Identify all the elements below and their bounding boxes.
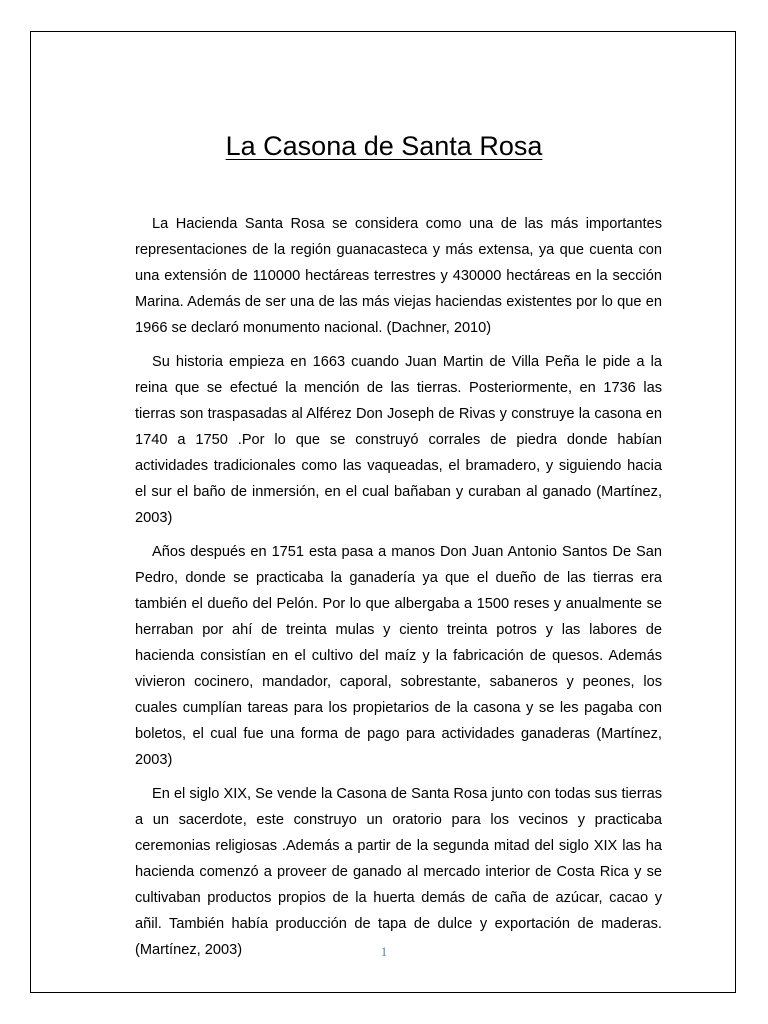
- document-title-container: [0, 128, 768, 164]
- paragraph-2: Su historia empieza en 1663 cuando Juan Martin de Villa Peña le pide a la reina que se efectué la mención de las tierras. Posteriormente, en 1736 las tierras son traspasadas al Alférez Don Joseph de Rivas y construye la casona en 1740 a 1750 .Por lo que se construyó corrales de piedra donde habían actividades tradicionales como las vaqueadas, el bramadero, y siguiendo hacia el sur el baño de inmersión, en el cual bañaban y curaban al ganado (Martínez, 2003): [135, 354, 662, 526]
- document-body: [135, 211, 662, 971]
- paragraph-3: Años después en 1751 esta pasa a manos Don Juan Antonio Santos De San Pedro, donde se practicaba la ganadería ya que el dueño de las tierras era también el dueño del Pelón. Por lo que albergaba a 1500 reses y anualmente se herraban por ahí de treinta mulas y ciento treinta potros y las labores de hacienda consistían en el cultivo del maíz y la fabricación de quesos. Además vivieron cocinero, mandador, caporal, sobrestante, sabaneros y peones, los cuales cumplían tareas para los propietarios de la casona y se les pagaba con boletos, el cual fue una forma de pago para actividades ganaderas (Martínez, 2003): [135, 544, 662, 768]
- paragraph-4: En el siglo XIX, Se vende la Casona de Santa Rosa junto con todas sus tierras a un sacerdote, este construyo un oratorio para los vecinos y practicaba ceremonias religiosas .Además a partir de la segunda mitad del siglo XIX las ha hacienda comenzó a proveer de ganado al mercado interior de Costa Rica y se cultivaban productos propios de la huerta demás de caña de azúcar, cacao y añil. También había producción de tapa de dulce y exportación de maderas. (Martínez, 2003): [135, 786, 662, 958]
- paragraph-1: La Hacienda Santa Rosa se considera como una de las más importantes representaciones de la región guanacasteca y más extensa, ya que cuenta con una extensión de 110000 hectáreas terrestres y 430000 hectáreas en la sección Marina. Además de ser una de las más viejas haciendas existentes por lo que en 1966 se declaró monumento nacional. (Dachner, 2010): [135, 216, 662, 336]
- document-title: La Casona de Santa Rosa: [225, 131, 543, 161]
- page-number: 1: [380, 944, 388, 959]
